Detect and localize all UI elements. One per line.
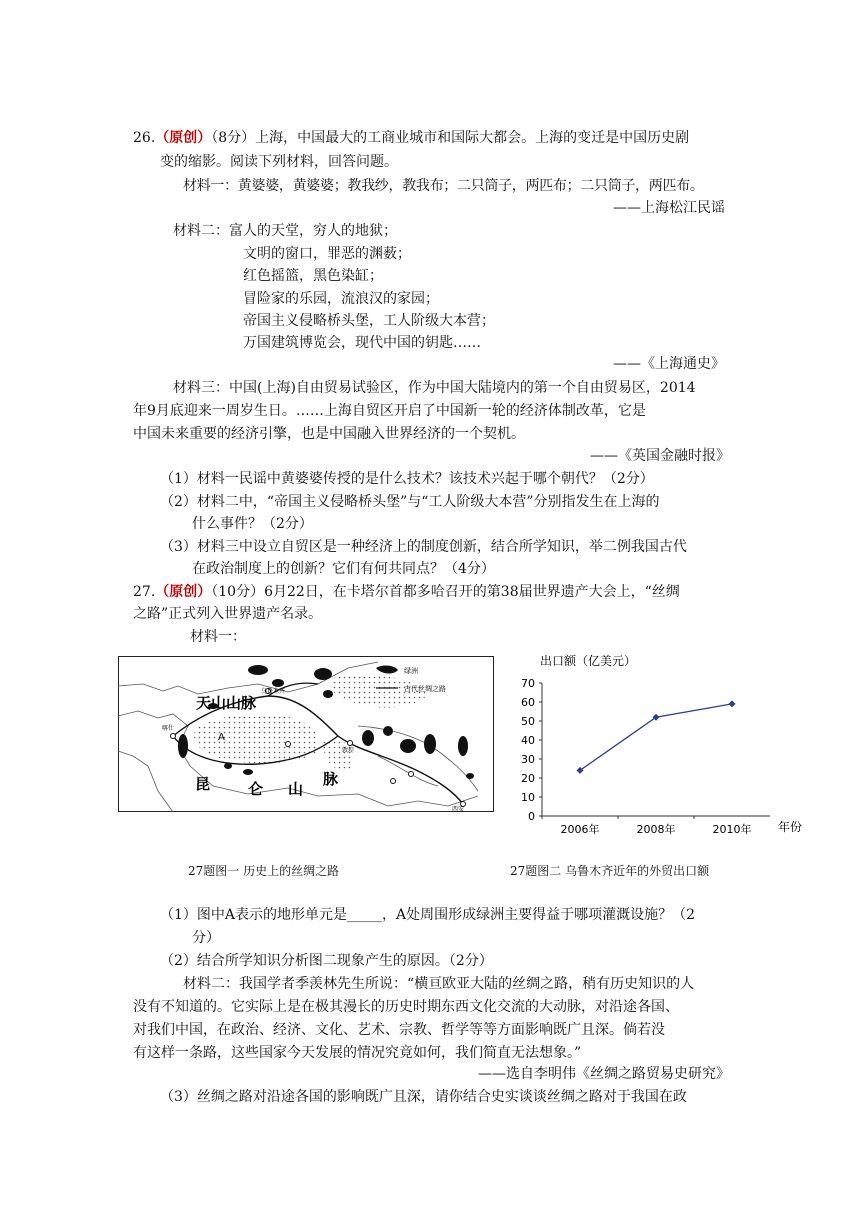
map-oasis <box>248 665 268 675</box>
q26-header <box>133 128 689 148</box>
q26-material2-line: 文明的窗口，罪恶的渊薮； <box>243 246 411 262</box>
q26-question1: （1）材料一民谣中黄婆婆传授的是什么技术？该技术兴起于哪个朝代？（2分） <box>160 471 654 487</box>
q27-intro-line1: （10分）6月22日，在卡塔尔首都多哈召开的第38届世界遗产大会上，“丝绸 <box>211 584 680 600</box>
q26-material3-line: 年9月底迎来一周岁生日。……上海自贸区开启了中国新一轮的经济体制改革，它是 <box>133 403 646 419</box>
chart-y-tick-label: 10 <box>521 791 535 804</box>
q26-material1: 材料一：黄婆婆，黄婆婆；教我纱，教我布；二只筒子，两匹布；二只筒子，两匹布。 <box>183 178 704 194</box>
map-oasis <box>458 736 468 756</box>
chart-y-tick-label: 70 <box>521 677 535 690</box>
q27-material2-line: 没有不知道的。它实际上是在极其漫长的历史时期东西文化交流的大动脉，对沿途各国、 <box>133 999 679 1015</box>
map-label-tianshan: 天山山脉 <box>196 694 257 712</box>
q27-material2-line: 材料二：我国学者季羡林先生所说：“横亘欧亚大陆的丝绸之路，稍有历史知识的人 <box>183 976 695 992</box>
q27-original-tag: （原创） <box>155 584 212 600</box>
map-oasis <box>383 726 393 736</box>
chart-y-ticks <box>521 677 542 823</box>
map-city-marker <box>286 742 291 747</box>
map-label-urumqi: 乌鲁木齐 <box>261 688 286 695</box>
q26-material3-source: ——《英国金融时报》 <box>590 448 730 464</box>
q26-question3: （3）材料三中设立自贸区是一种经济上的制度创新，结合所学知识，举二例我国古代 <box>160 539 687 555</box>
map-oasis <box>243 769 253 775</box>
q26-material2-line: 材料二：富人的天堂，穷人的地狱； <box>173 223 397 239</box>
map-oasis <box>314 668 332 680</box>
chart-points <box>577 700 736 774</box>
chart-xlabel: 年份 <box>778 820 803 834</box>
chart-y-tick-label: 20 <box>521 772 535 785</box>
map-oasis <box>272 679 284 687</box>
chart-x-tick-label: 2006年 <box>560 823 600 836</box>
chart-point <box>729 700 736 707</box>
q26-material3-line: 中国未来重要的经济引擎，也是中国融入世界经济的一个契机。 <box>133 426 525 442</box>
export-line-chart <box>500 648 810 843</box>
q27-question1-cont: 分） <box>192 930 220 946</box>
q26-material1-source: ——上海松江民谣 <box>613 200 725 216</box>
map-oasis <box>323 690 333 698</box>
q26-material2-line: 冒险家的乐园，流浪汉的家园； <box>243 291 439 307</box>
q26-material2-source: ——《上海通史》 <box>613 356 725 372</box>
map-label-kashgar: 喀什 <box>162 725 175 732</box>
q26-question2-cont: 什么事件？（2分） <box>192 516 313 532</box>
q26-number: 26. <box>133 130 156 146</box>
map-city-marker <box>171 734 176 739</box>
q26-intro-line2: 变的缩影。阅读下列材料，回答问题。 <box>160 154 398 170</box>
map-label-dunhuang: 敦煌 <box>342 747 355 754</box>
map-oasis <box>224 763 232 769</box>
fig1-caption: 27题图一 历史上的丝绸之路 <box>188 864 340 878</box>
map-label-a: A <box>218 732 225 743</box>
q27-material2-line: 有这样一条路，这些国家今天发展的情况究竟如何，我们简直无法想象。” <box>133 1045 582 1061</box>
chart-y-tick-label: 40 <box>521 734 535 747</box>
map-city-marker <box>409 772 414 777</box>
chart-ylabel: 出口额（亿美元） <box>540 654 637 668</box>
q27-material2-source: ——选自李明伟《丝绸之路贸易史研究》 <box>478 1066 730 1082</box>
chart-x-ticks <box>542 816 752 836</box>
chart-x-tick-label: 2008年 <box>636 823 676 836</box>
q27-header <box>133 582 680 602</box>
q27-material2-line: 对我们中国，在政治、经济、文化、艺术、宗教、哲学等等方面影响既广且深。倘若没 <box>133 1022 665 1038</box>
map-oasis <box>400 739 416 753</box>
map-oasis <box>466 773 474 779</box>
q26-material2-line: 帝国主义侵略桥头堡，工人阶级大本营； <box>243 313 495 329</box>
fig2-caption: 27题图二 乌鲁木齐近年的外贸出口额 <box>510 864 710 878</box>
q26-question2: （2）材料二中，“帝国主义侵略桥头堡”与“工人阶级大本营”分别指发生在上海的 <box>160 494 660 510</box>
q27-number: 27. <box>133 584 156 600</box>
q26-original-tag: （原创） <box>155 130 212 146</box>
q26-material2-line: 万国建筑博览会，现代中国的钥匙…… <box>243 335 481 351</box>
q27-question3: （3）丝绸之路对沿途各国的影响既广且深，请你结合史实谈谈丝绸之路对于我国在政 <box>160 1089 687 1105</box>
map-city-marker <box>391 779 396 784</box>
q26-intro-line1: （8分）上海，中国最大的工商业城市和国际大都会。上海的变迁是中国历史剧 <box>211 130 690 146</box>
chart-y-tick-label: 60 <box>521 696 535 709</box>
map-oasis <box>362 730 374 746</box>
q27-material1-label: 材料一： <box>190 629 246 645</box>
map-legend-route: 古代丝绸之路 <box>404 685 446 693</box>
map-label-kunlun-2: 仑 <box>248 780 264 798</box>
chart-y-tick-label: 50 <box>521 715 535 728</box>
chart-y-tick-label: 0 <box>528 810 535 823</box>
q27-question2: （2）结合所学知识分析图二现象产生的原因。（2分） <box>160 953 493 969</box>
q27-intro-line2: 之路”正式列入世界遗产名录。 <box>133 606 323 622</box>
map-oasis <box>424 734 436 754</box>
map-label-kunlun-1: 昆 <box>195 775 211 793</box>
map-label-kunlun-3: 山 <box>288 780 304 798</box>
chart-y-tick-label: 30 <box>521 753 535 766</box>
map-oasis <box>178 734 188 758</box>
map-label-xian: 西安 <box>452 806 465 812</box>
q27-question1: （1）图中A表示的地形单元是_____，A处周围形成绿洲主要得益于哪项灌溉设施？（2 <box>160 907 696 923</box>
q26-question3-cont: 在政治制度上的创新？它们有何共同点？（4分） <box>192 561 495 577</box>
map-label-kunlun-4: 脉 <box>323 770 339 788</box>
chart-axes <box>542 683 770 816</box>
q26-material2-line: 红色摇篮，黑色染缸； <box>243 268 383 284</box>
chart-x-tick-label: 2010年 <box>712 823 752 836</box>
silk-road-map <box>118 656 494 812</box>
map-legend-oasis: 绿洲 <box>404 667 418 675</box>
q26-material3-line: 材料三：中国(上海)自由贸易试验区，作为中国大陆境内的第一个自由贸易区，2014 <box>173 380 696 396</box>
map-city-marker <box>348 741 353 746</box>
